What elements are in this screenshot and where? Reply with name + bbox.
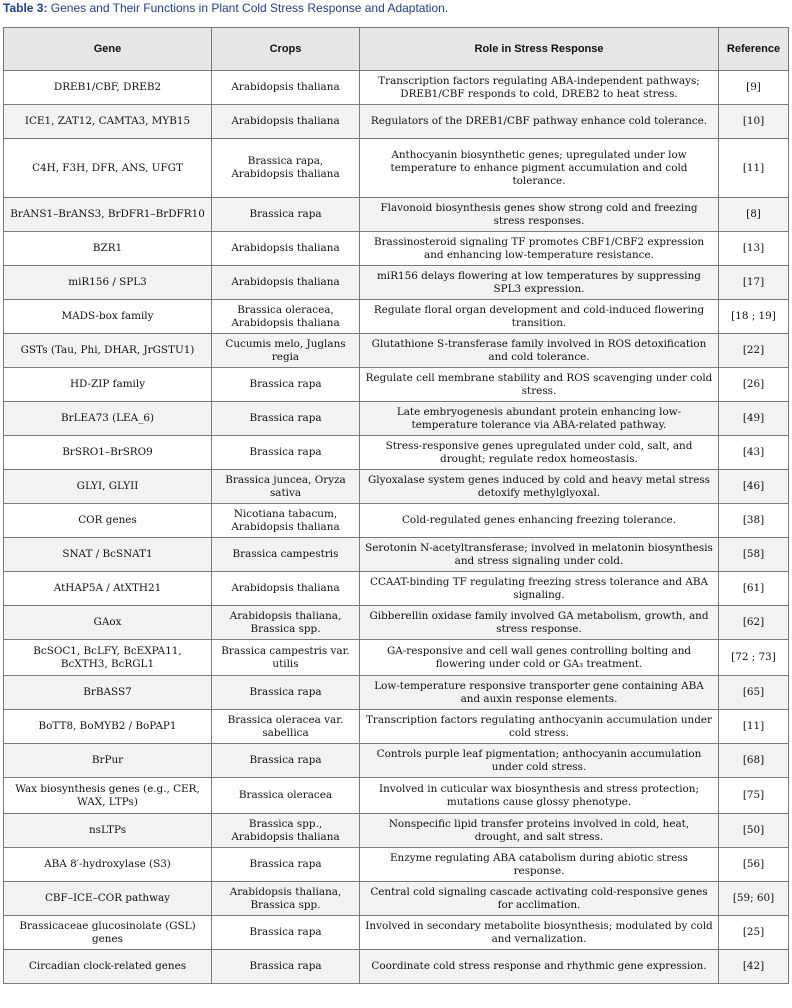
table-row	[4, 198, 789, 232]
gene-cell: BrANS1–BrANS3, BrDFR1–BrDFR10	[4, 198, 212, 232]
header-reference: Reference	[719, 28, 789, 71]
gene-cell: HD-ZIP family	[4, 368, 212, 402]
reference-cell: [18 ; 19]	[719, 300, 789, 334]
crops-cell: Arabidopsis thaliana, Brassica spp.	[212, 606, 360, 640]
reference-cell: [49]	[719, 402, 789, 436]
genes-table	[3, 27, 789, 984]
gene-cell: COR genes	[4, 504, 212, 538]
reference-cell: [65]	[719, 676, 789, 710]
gene-cell: nsLTPs	[4, 814, 212, 848]
table-row	[4, 368, 789, 402]
reference-cell: [59; 60]	[719, 882, 789, 916]
crops-cell: Brassica campestris var. utilis	[212, 640, 360, 676]
reference-cell: [13]	[719, 232, 789, 266]
role-cell: Late embryogenesis abundant protein enhancing low-temperature tolerance via ABA-related pathway.	[360, 402, 719, 436]
crops-cell: Brassica rapa	[212, 950, 360, 984]
role-cell: Transcription factors regulating anthocyanin accumulation under cold stress.	[360, 710, 719, 744]
table-row	[4, 744, 789, 778]
reference-cell: [43]	[719, 436, 789, 470]
role-cell: Regulators of the DREB1/CBF pathway enhance cold tolerance.	[360, 105, 719, 139]
table-row	[4, 814, 789, 848]
table-caption-label: Table 3:	[3, 1, 48, 15]
role-cell: Low-temperature responsive transporter gene containing ABA and auxin response elements.	[360, 676, 719, 710]
reference-cell: [68]	[719, 744, 789, 778]
reference-cell: [22]	[719, 334, 789, 368]
role-cell: Coordinate cold stress response and rhythmic gene expression.	[360, 950, 719, 984]
gene-cell: GAox	[4, 606, 212, 640]
reference-cell: [11]	[719, 139, 789, 198]
role-cell: Gibberellin oxidase family involved GA metabolism, growth, and stress response.	[360, 606, 719, 640]
gene-cell: BcSOC1, BcLFY, BcEXPA11, BcXTH3, BcRGL1	[4, 640, 212, 676]
table-row	[4, 470, 789, 504]
table-row	[4, 710, 789, 744]
header-crops: Crops	[212, 28, 360, 71]
reference-cell: [61]	[719, 572, 789, 606]
role-cell: Glyoxalase system genes induced by cold and heavy metal stress detoxify methylglyoxal.	[360, 470, 719, 504]
header-role: Role in Stress Response	[360, 28, 719, 71]
table-row	[4, 334, 789, 368]
table-row	[4, 139, 789, 198]
crops-cell: Brassica oleracea, Arabidopsis thaliana	[212, 300, 360, 334]
role-cell: Nonspecific lipid transfer proteins involved in cold, heat, drought, and salt stress.	[360, 814, 719, 848]
role-cell: miR156 delays flowering at low temperatures by suppressing SPL3 expression.	[360, 266, 719, 300]
gene-cell: Circadian clock-related genes	[4, 950, 212, 984]
role-cell: Flavonoid biosynthesis genes show strong cold and freezing stress responses.	[360, 198, 719, 232]
gene-cell: Brassicaceae glucosinolate (GSL) genes	[4, 916, 212, 950]
role-cell: Anthocyanin biosynthetic genes; upregulated under low temperature to enhance pigment accumulation and cold tolerance.	[360, 139, 719, 198]
table-row	[4, 950, 789, 984]
crops-cell: Brassica rapa	[212, 198, 360, 232]
header-row	[4, 28, 789, 71]
reference-cell: [17]	[719, 266, 789, 300]
crops-cell: Brassica spp., Arabidopsis thaliana	[212, 814, 360, 848]
table-caption	[3, 1, 448, 15]
crops-cell: Brassica rapa	[212, 916, 360, 950]
gene-cell: ICE1, ZAT12, CAMTA3, MYB15	[4, 105, 212, 139]
gene-cell: GSTs (Tau, Phi, DHAR, JrGSTU1)	[4, 334, 212, 368]
table-row	[4, 572, 789, 606]
crops-cell: Brassica campestris	[212, 538, 360, 572]
crops-cell: Brassica rapa	[212, 368, 360, 402]
table-row	[4, 606, 789, 640]
table-row	[4, 504, 789, 538]
crops-cell: Arabidopsis thaliana	[212, 71, 360, 105]
crops-cell: Nicotiana tabacum, Arabidopsis thaliana	[212, 504, 360, 538]
gene-cell: BrSRO1–BrSRO9	[4, 436, 212, 470]
gene-cell: Wax biosynthesis genes (e.g., CER, WAX, LTPs)	[4, 778, 212, 814]
table-row	[4, 676, 789, 710]
crops-cell: Brassica rapa, Arabidopsis thaliana	[212, 139, 360, 198]
role-cell: Controls purple leaf pigmentation; anthocyanin accumulation under cold stress.	[360, 744, 719, 778]
reference-cell: [56]	[719, 848, 789, 882]
reference-cell: [11]	[719, 710, 789, 744]
crops-cell: Arabidopsis thaliana	[212, 266, 360, 300]
crops-cell: Brassica juncea, Oryza sativa	[212, 470, 360, 504]
gene-cell: ABA 8′-hydroxylase (S3)	[4, 848, 212, 882]
reference-cell: [10]	[719, 105, 789, 139]
reference-cell: [46]	[719, 470, 789, 504]
header-gene: Gene	[4, 28, 212, 71]
table-row	[4, 640, 789, 676]
crops-cell: Arabidopsis thaliana	[212, 572, 360, 606]
table-row	[4, 402, 789, 436]
gene-cell: BoTT8, BoMYB2 / BoPAP1	[4, 710, 212, 744]
gene-cell: SNAT / BcSNAT1	[4, 538, 212, 572]
crops-cell: Brassica oleracea var. sabellica	[212, 710, 360, 744]
table-row	[4, 71, 789, 105]
table-row	[4, 916, 789, 950]
crops-cell: Arabidopsis thaliana	[212, 105, 360, 139]
gene-cell: BrLEA73 (LEA_6)	[4, 402, 212, 436]
crops-cell: Brassica rapa	[212, 676, 360, 710]
gene-cell: DREB1/CBF, DREB2	[4, 71, 212, 105]
table-row	[4, 848, 789, 882]
gene-cell: miR156 / SPL3	[4, 266, 212, 300]
table-row	[4, 105, 789, 139]
crops-cell: Brassica rapa	[212, 402, 360, 436]
gene-cell: GLYI, GLYII	[4, 470, 212, 504]
role-cell: Stress-responsive genes upregulated under cold, salt, and drought; regulate redox homeostasis.	[360, 436, 719, 470]
role-cell: Serotonin N-acetyltransferase; involved in melatonin biosynthesis and stress signaling under cold.	[360, 538, 719, 572]
table-body	[4, 71, 789, 984]
table-row	[4, 436, 789, 470]
role-cell: Involved in cuticular wax biosynthesis and stress protection; mutations cause glossy phenotype.	[360, 778, 719, 814]
crops-cell: Arabidopsis thaliana, Brassica spp.	[212, 882, 360, 916]
role-cell: Cold-regulated genes enhancing freezing tolerance.	[360, 504, 719, 538]
crops-cell: Brassica rapa	[212, 744, 360, 778]
role-cell: Regulate cell membrane stability and ROS scavenging under cold stress.	[360, 368, 719, 402]
table-row	[4, 232, 789, 266]
reference-cell: [38]	[719, 504, 789, 538]
role-cell: GA-responsive and cell wall genes controlling bolting and flowering under cold or GA₃ treatment.	[360, 640, 719, 676]
gene-cell: CBF–ICE–COR pathway	[4, 882, 212, 916]
reference-cell: [9]	[719, 71, 789, 105]
role-cell: Enzyme regulating ABA catabolism during abiotic stress response.	[360, 848, 719, 882]
reference-cell: [72 ; 73]	[719, 640, 789, 676]
role-cell: Involved in secondary metabolite biosynthesis; modulated by cold and vernalization.	[360, 916, 719, 950]
reference-cell: [75]	[719, 778, 789, 814]
crops-cell: Arabidopsis thaliana	[212, 232, 360, 266]
role-cell: Central cold signaling cascade activating cold-responsive genes for acclimation.	[360, 882, 719, 916]
table-row	[4, 778, 789, 814]
role-cell: Regulate floral organ development and cold-induced flowering transition.	[360, 300, 719, 334]
gene-cell: C4H, F3H, DFR, ANS, UFGT	[4, 139, 212, 198]
gene-cell: AtHAP5A / AtXTH21	[4, 572, 212, 606]
role-cell: CCAAT-binding TF regulating freezing stress tolerance and ABA signaling.	[360, 572, 719, 606]
reference-cell: [8]	[719, 198, 789, 232]
role-cell: Brassinosteroid signaling TF promotes CBF1/CBF2 expression and enhancing low-temperature resistance.	[360, 232, 719, 266]
role-cell: Glutathione S-transferase family involved in ROS detoxification and cold tolerance.	[360, 334, 719, 368]
table-row	[4, 538, 789, 572]
gene-cell: BrBASS7	[4, 676, 212, 710]
crops-cell: Cucumis melo, Juglans regia	[212, 334, 360, 368]
reference-cell: [25]	[719, 916, 789, 950]
crops-cell: Brassica oleracea	[212, 778, 360, 814]
reference-cell: [50]	[719, 814, 789, 848]
reference-cell: [58]	[719, 538, 789, 572]
table-caption-text: Genes and Their Functions in Plant Cold Stress Response and Adaptation.	[47, 1, 449, 15]
gene-cell: MADS-box family	[4, 300, 212, 334]
gene-cell: BZR1	[4, 232, 212, 266]
crops-cell: Brassica rapa	[212, 436, 360, 470]
reference-cell: [26]	[719, 368, 789, 402]
table-row	[4, 300, 789, 334]
gene-cell: BrPur	[4, 744, 212, 778]
reference-cell: [42]	[719, 950, 789, 984]
role-cell: Transcription factors regulating ABA-independent pathways; DREB1/CBF responds to cold, DREB2 to heat stress.	[360, 71, 719, 105]
table-row	[4, 882, 789, 916]
table-row	[4, 266, 789, 300]
reference-cell: [62]	[719, 606, 789, 640]
crops-cell: Brassica rapa	[212, 848, 360, 882]
